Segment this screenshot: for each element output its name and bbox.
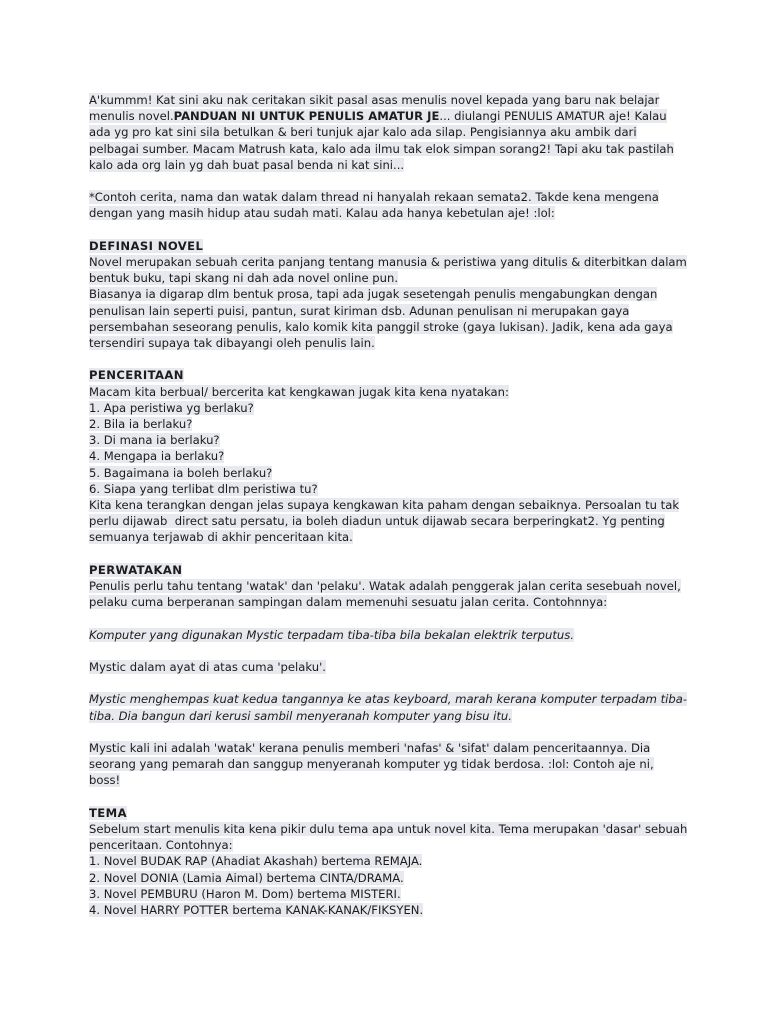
section-heading: DEFINASI NOVEL [89,238,204,253]
text-line: A'kummm! Kat sini aku nak ceritakan sikit pasal asas menulis novel kepada yang baru nak belajar [89,93,660,107]
intro-text: menulis novel. [89,109,174,124]
disclaimer-paragraph [89,189,689,221]
list-item: 3. Novel PEMBURU (Haron M. Dom) bertema MISTERI. [89,886,401,901]
text-line: Penulis perlu tahu tentang 'watak' dan 'pelaku'. Watak adalah penggerak jalan cerita sesebuah novel, [89,579,681,594]
list-item: 4. Novel HARRY POTTER bertema KANAK-KANAK/FIKSYEN. [89,903,424,918]
text-line: semuanya terjawab di akhir penceritaan kita. [89,530,353,545]
text-line: boss! [89,773,121,788]
text-line: kalo ada org lain yg dah buat pasal benda ni kat sini... [89,157,405,172]
list-item: 5. Bagaimana ia boleh berlaku? [89,465,273,480]
list-item: 4. Mengapa ia berlaku? [89,449,225,464]
text-line: *Contoh cerita, nama dan watak dalam thread ni hanyalah rekaan semata2. Takde kena mengena [89,190,659,205]
text-line: Biasanya ia digarap dlm bentuk prosa, tapi ada jugak sesetengah penulis mengabungkan dengan [89,287,658,302]
text-line: pelaku cuma berperanan sampingan dalam memenuhi sesuatu jalan cerita. Contohnnya: [89,595,608,610]
section-heading: TEMA [89,805,127,820]
section-definasi [89,238,689,351]
list-item: 6. Siapa yang terlibat dlm peristiwa tu? [89,481,318,496]
section-heading: PERWATAKAN [89,562,183,577]
document-body [89,92,689,918]
text-line: Mystic dalam ayat di atas cuma 'pelaku'. [89,660,326,675]
list-item: 1. Apa peristiwa yg berlaku? [89,400,254,415]
text-line: penceritaan. Contohnya: [89,838,233,853]
text-line: persembahan seseorang penulis, kalo komik kita panggil stroke (gaya lukisan). Jadik, kena ada gaya [89,319,673,334]
text-line: pelbagai sumber. Macam Matrush kata, kalo ada ilmu tak elok simpan sorang2! Tapi aku tak pastilah [89,141,674,156]
text-line: Novel merupakan sebuah cerita panjang tentang manusia & peristiwa yang ditulis & diterbitkan dalam [89,255,687,269]
text-line: seorang yang pemarah dan sanggup menyeranah komputer yg tidak berdosa. :lol: Contoh aje ni, [89,757,654,772]
section-heading: PENCERITAAN [89,368,184,383]
text-line [89,108,689,124]
list-item: 2. Bila ia berlaku? [89,417,193,432]
example-sentence: Komputer yang digunakan Mystic terpadam tiba-tiba bila bekalan elektrik terputus. [89,627,574,642]
text-line: perlu dijawab direct satu persatu, ia boleh diadun untuk dijawab secara berperingkat2. Yg penting [89,514,665,529]
section-penceritaan [89,367,689,545]
example-sentence: Mystic menghempas kuat kedua tangannya ke atas keyboard, marah kerana komputer terpadam tiba- [89,692,688,707]
intro-paragraph [89,92,689,173]
intro-emphasis: PANDUAN NI UNTUK PENULIS AMATUR JE [173,109,440,124]
text-line: penulisan lain seperti puisi, pantun, surat kiriman dsb. Adunan penulisan ni merupakan gaya [89,303,630,318]
example-sentence: tiba. Dia bangun dari kerusi sambil menyeranah komputer yang bisu itu. [89,708,512,723]
text-line: Kita kena terangkan dengan jelas supaya kengkawan kita paham dengan sebaiknya. Persoalan tu tak [89,498,680,513]
text-line: Macam kita berbual/ bercerita kat kengkawan jugak kita kena nyatakan: [89,384,509,399]
text-line: tersendiri supaya tak dibayangi oleh penulis lain. [89,336,375,351]
text-line: ada yg pro kat sini sila betulkan & beri tunjuk ajar kalo ada silap. Pengisiannya aku ambik dari [89,125,637,140]
list-item: 3. Di mana ia berlaku? [89,433,220,448]
intro-text: ... diulangi PENULIS AMATUR aje! Kalau [439,109,667,124]
text-line: Mystic kali ini adalah 'watak' kerana penulis memberi 'nafas' & 'sifat' dalam penceritaannya. Dia [89,741,651,755]
text-line: bentuk buku, tapi skang ni dah ada novel online pun. [89,271,399,286]
section-tema [89,805,689,918]
section-perwatakan [89,562,689,789]
list-item: 2. Novel DONIA (Lamia Aimal) bertema CINTA/DRAMA. [89,870,404,885]
list-item: 1. Novel BUDAK RAP (Ahadiat Akashah) bertema REMAJA. [89,854,423,869]
text-line: dengan yang masih hidup atau sudah mati. Kalau ada hanya kebetulan aje! :lol: [89,206,555,221]
text-line: Sebelum start menulis kita kena pikir dulu tema apa untuk novel kita. Tema merupakan 'dasar' sebuah [89,822,688,836]
